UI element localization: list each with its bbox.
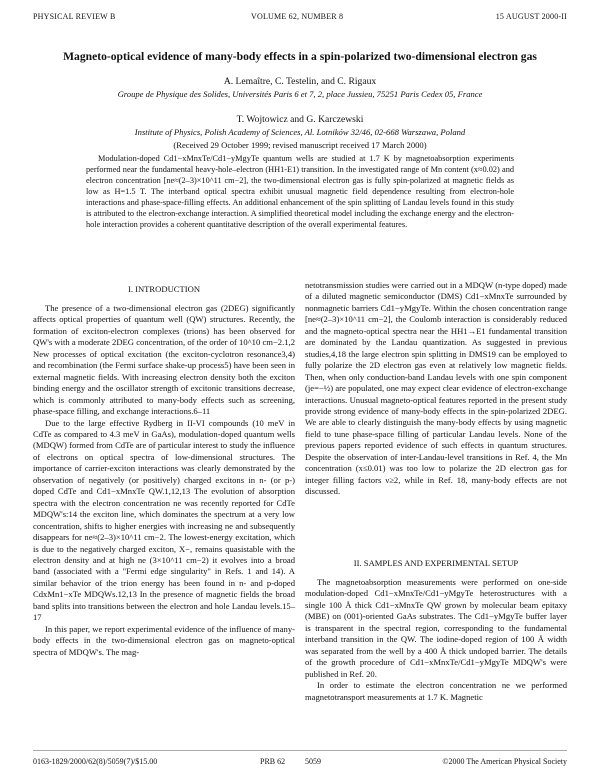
volume-number: VOLUME 62, NUMBER 8	[251, 12, 344, 21]
copyright-notice: ©2000 The American Physical Society	[442, 757, 567, 766]
paragraph: The presence of a two-dimensional electron gas (2DEG) significantly affects optical properties of quantum well (QW) structures. Recently, the formation of exciton-electron complexes (trions) has been observed for QW's with a moderate 2DEG concentration, of the order of 10^10 cm−2.1,2 New processes of optical excitation (the exciton-cyclotron resonance3,4) and recombination (the Fermi surface shake-up process5) have been seen in external magnetic fields. With increasing electron density both the exciton binding energy and the oscillator strength of excitonic transitions decrease, which is commonly attributed to many-body effects such as screening, phase-space filling, and exchange interactions.6–11	[33, 303, 295, 417]
paragraph: In order to estimate the electron concentration ne we performed magnetotransport measurements at 1.7 K. Magnetic	[305, 680, 567, 702]
paragraph: Due to the large effective Rydberg in II-VI compounds (10 meV in CdTe as compared to 4.3 meV in GaAs), modulation-doped quantum wells (MDQW) formed from CdTe are of particular interest to study the influence of electrons on optical spectra of low-dimensional structures. The importance of carrier-exciton interactions was clearly demonstrated by the observation of negatively (or positively) charged excitons in n- (or p-) doped CdTe and Cd1−xMnxTe QW.1,12,13 The evolution of absorption spectra with the electron concentration ne was recently reported for CdTe MDQW's:14 the exciton line, which dominates the spectrum at a very low concentration, shifts to higher energies with increasing ne and subsequently disappears for ne≈(2–3)×10^11 cm−2. The lowest-energy excitation, which is due to the negatively charged exciton, X−, remains quasistable with the electron density and at high ne (3×10^11 cm−2) it evolves into a broad band (associated with a "Fermi edge singularity" in Refs. 1 and 14). A similar behavior of the trion energy has been found in n- and p-doped CdxMn1−xTe MDQWs.12,13 In the presence of magnetic fields the broad band splits into transitions between the electron and hole Landau levels.15–17	[33, 417, 295, 623]
footer-journal-volume: PRB 62	[260, 757, 286, 766]
paper-title: Magneto-optical evidence of many-body effects in a spin-polarized two-dimensional electron gas	[63, 50, 537, 63]
footer-divider	[33, 750, 567, 751]
affiliation-2: Institute of Physics, Polish Academy of Sciences, Al. Lotników 32/46, 02-668 Warszawa, Poland	[134, 127, 466, 137]
right-column-bottom	[305, 577, 567, 703]
issue-date: 15 AUGUST 2000-II	[495, 12, 567, 21]
footer-code: 0163-1829/2000/62(8)/5059(7)/$15.00	[33, 757, 158, 766]
paragraph: In this paper, we report experimental evidence of the influence of many-body effects in the two-dimensional electron gas on magneto-optical spectra of MDQW's. The mag-	[33, 623, 295, 657]
paragraph: The magnetoabsorption measurements were performed on one-side modulation-doped Cd1−xMnxTe/Cd1−yMgyTe heterostructures with a single 100 Å thick Cd1−xMnxTe QW grown by molecular beam epitaxy (MBE) on (001)-oriented GaAs substrates. The Cd1−yMgyTe buffer layer is transparent in the spectral region, corresponding to the fundamental interband transition in the QW. The iodine-doped region of 100 Å width was separated from the well by a 400 Å thick undoped barrier. The details of the growth procedure of Cd1−xMnxTe/Cd1−yMgyTe MDQW's were published in Ref. 20.	[305, 577, 567, 679]
page-number: 5059	[305, 757, 321, 766]
abstract: Modulation-doped Cd1−xMnxTe/Cd1−yMgyTe quantum wells are studied at 1.7 K by magnetoabsorption experiments performed near the fundamental heavy-hole–electron (HH1-E1) transition. In the investigated range of Mn content (x≈0.02) and electron concentration [ne≈(2–3)×10^11 cm−2], the two-dimensional electron gas is fully spin-polarized at magnetic fields as low as H=1.5 T. The interband optical spectra exhibit unusual magnetic field dependence resulting from electron-hole interactions and phase-space-filling effects. An additional enhancement of the spin splitting of Landau levels found in this study is attributed to the electron-exchange interaction. A simplified theoretical model including the exchange energy and the electron-hole interaction provides a coherent quantitative description of the overall experimental features.	[86, 154, 514, 230]
affiliation-1: Groupe de Physique des Solides, Universités Paris 6 et 7, 2, place Jussieu, 75251 Paris Cedex 05, France	[117, 89, 483, 99]
received-dates: (Received 29 October 1999; revised manuscript received 17 March 2000)	[173, 140, 427, 150]
running-header	[33, 12, 567, 24]
author-list-2: T. Wojtowicz and G. Karczewski	[236, 114, 364, 125]
section-heading-samples: II. SAMPLES AND EXPERIMENTAL SETUP	[353, 558, 519, 568]
right-column-top	[305, 280, 567, 498]
paragraph: netotransmission studies were carried out in a MDQW (n-type doped) made of a diluted magnetic semiconductor (DMS) Cd1−xMnxTe surrounded by nonmagnetic barriers Cd1−yMgyTe. Within the chosen concentration range [ne≈(2–3)×10^11 cm−2], the Coulomb interaction is considerably reduced and the magneto-optical spectra near the HH1→E1 fundamental transition are dominated by the Landau quantization. As suggested in previous studies,4,18 the large electron spin splitting in DMS19 can be employed to fully polarize the 2D electron gas even at relatively low magnetic fields. Then, when only conduction-band Landau levels with one spin component (je=−½) are populated, one may expect clear evidence of electron-exchange interactions. Unusual magneto-optical features reported in the present study provide strong evidence of many-body effects in the spin-polarized 2DEG. We are able to clearly distinguish the many-body effects by using magnetic field to tune phase-space filling of particular Landau levels. None of the previous papers reported evidence of such effects in quantum structures. Despite the observation of inter-Landau-level transitions in Ref. 4, the Mn concentration (x≤0.01) was too low to polarize the 2D electron gas for integer filling factors ν≥2, while in Ref. 18, many-body effects are not discussed.	[305, 280, 567, 497]
section-heading-introduction: I. INTRODUCTION	[127, 284, 201, 294]
author-list-1: A. Lemaître, C. Testelin, and C. Rigaux	[223, 76, 377, 87]
left-column	[33, 303, 295, 658]
journal-name: PHYSICAL REVIEW B	[33, 12, 116, 21]
